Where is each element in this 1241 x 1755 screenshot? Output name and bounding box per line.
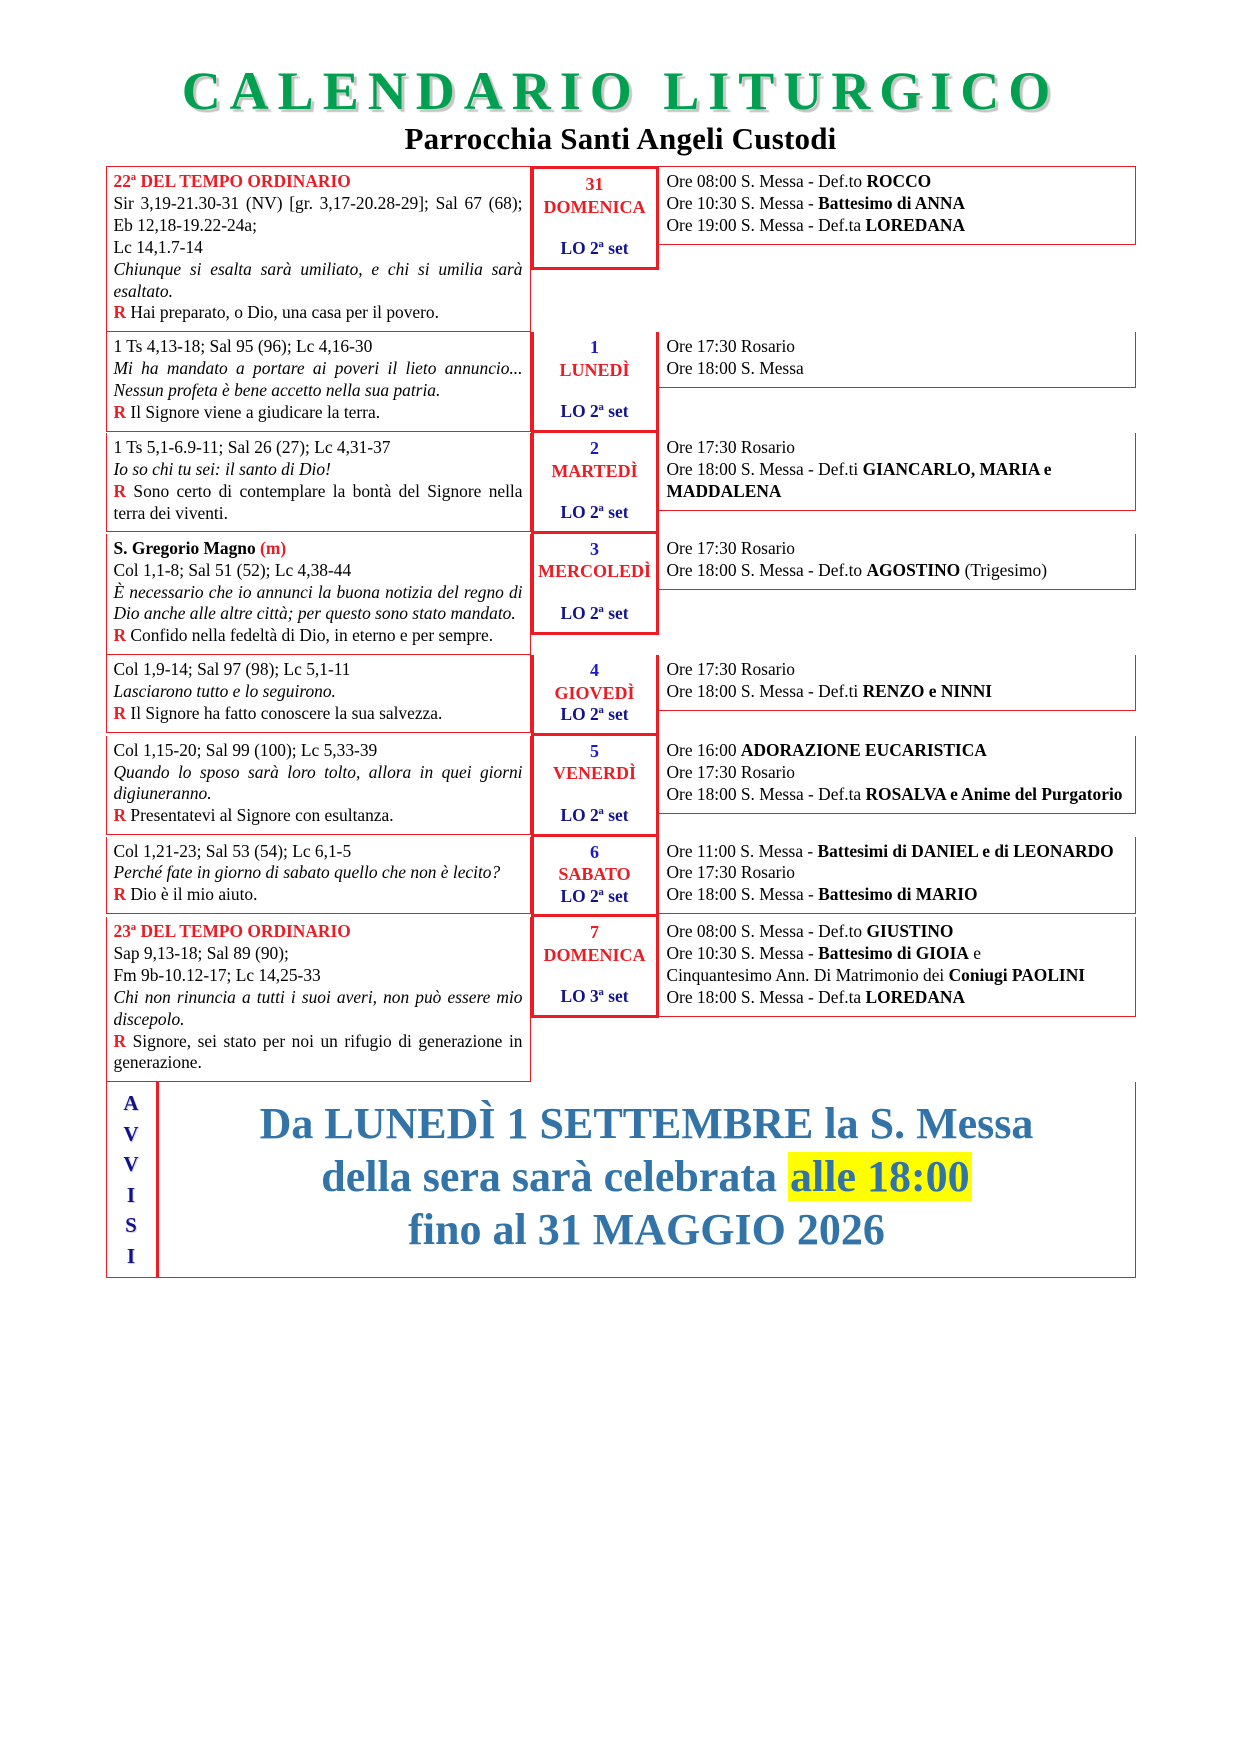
event-highlight-name: GIUSTINO (866, 921, 954, 942)
event-entry: Ore 19:00 S. Messa - Def.ta LOREDANA (666, 215, 966, 236)
avvisi-banner (106, 1082, 1136, 1278)
event-entry: Ore 10:30 S. Messa - Battesimo di ANNA (666, 193, 966, 214)
event-highlight-name: LOREDANA (865, 215, 966, 236)
calendar-row (106, 917, 1136, 1082)
calendar-row (106, 736, 1136, 837)
events-cell (659, 736, 1136, 837)
calendar-row (106, 837, 1136, 918)
liturgy-of-hours-week: LO 3ª set (560, 986, 629, 1007)
day-number: 6 (590, 841, 599, 862)
liturgy-of-hours-week: LO 2ª set (560, 401, 629, 422)
events-content (659, 534, 1136, 590)
readings-content (106, 736, 531, 835)
event-entry: Ore 17:30 Rosario (666, 437, 795, 458)
event-entry: Ore 17:30 Rosario (666, 537, 795, 558)
event-highlight-name: Battesimi di DANIEL e di LEONARDO (817, 840, 1114, 861)
avvisi-letter: I (126, 1243, 136, 1268)
avvisi-label (107, 1082, 159, 1277)
scripture-reference: Fm 9b-10.12-17; Lc 14,25-33 (113, 964, 321, 985)
event-entry: Ore 17:30 Rosario (666, 761, 795, 782)
readings-content (106, 166, 531, 332)
readings-cell (106, 917, 531, 1082)
event-highlight-name: Battesimo di GIOIA (818, 943, 969, 964)
events-cell (659, 433, 1136, 534)
avvisi-letter: V (123, 1121, 139, 1146)
calendar-row (106, 166, 1136, 332)
scripture-reference: 1 Ts 4,13-18; Sal 95 (96); Lc 4,16-30 (113, 336, 373, 357)
day-number: 4 (590, 660, 599, 681)
liturgy-of-hours-week: LO 2ª set (560, 238, 629, 259)
readings-cell (106, 534, 531, 655)
day-name: MERCOLEDÌ (537, 561, 651, 582)
events-cell (659, 166, 1136, 332)
date-content (531, 433, 659, 534)
day-name: DOMENICA (543, 196, 646, 217)
event-highlight-name: ROSALVA e Anime del Purgatorio (865, 783, 1123, 804)
event-entry: Ore 11:00 S. Messa - Battesimi di DANIEL e di LEONARDO (666, 840, 1114, 861)
response-marker: R (113, 302, 127, 323)
date-cell (531, 736, 659, 837)
day-name: GIOVEDÌ (554, 682, 635, 703)
psalm-response: R Il Signore ha fatto conoscere la sua salvezza. (113, 702, 443, 723)
event-entry: Ore 08:00 S. Messa - Def.to GIUSTINO (666, 921, 954, 942)
liturgy-of-hours-week: LO 2ª set (560, 704, 629, 725)
response-marker: R (113, 625, 127, 646)
day-number: 31 (585, 174, 604, 195)
day-name: DOMENICA (543, 944, 646, 965)
psalm-response: R Presentatevi al Signore con esultanza. (113, 805, 394, 826)
event-entry: Ore 18:00 S. Messa - Def.ti RENZO e NINNI (666, 680, 993, 701)
event-entry: Ore 18:00 S. Messa - Battesimo di MARIO (666, 884, 978, 905)
date-cell (531, 655, 659, 736)
scripture-reference: Col 1,9-14; Sal 97 (98); Lc 5,1-11 (113, 659, 351, 680)
event-highlight-name: AGOSTINO (866, 559, 961, 580)
date-content (531, 736, 659, 837)
readings-content (106, 655, 531, 733)
response-marker: R (113, 805, 127, 826)
date-cell (531, 917, 659, 1082)
psalm-response: R Sono certo di contemplare la bontà del Signore nella terra dei viventi. (113, 480, 523, 523)
event-entry: Ore 18:00 S. Messa - Def.ti GIANCARLO, MARIA e MADDALENA (666, 458, 1052, 501)
avvisi-line-2-text: della sera sarà celebrata (321, 1152, 789, 1202)
response-marker: R (113, 1030, 127, 1051)
date-cell (531, 332, 659, 433)
event-entry: Ore 18:00 S. Messa - Def.ta ROSALVA e Anime del Purgatorio (666, 783, 1123, 804)
events-cell (659, 917, 1136, 1082)
avvisi-line-1: Da LUNEDÌ 1 SETTEMBRE la S. Messa (259, 1099, 1034, 1149)
event-highlight-name: ROCCO (866, 171, 932, 192)
gospel-antiphon: Perché fate in giorno di sabato quello che non è lecito? (113, 862, 501, 883)
avvisi-letter: S (125, 1213, 137, 1238)
psalm-response: R Signore, sei stato per noi un rifugio di generazione in generazione. (113, 1030, 523, 1073)
events-content (659, 917, 1136, 1017)
liturgical-rank: (m) (255, 537, 287, 558)
psalm-response: R Hai preparato, o Dio, una casa per il povero. (113, 302, 439, 323)
response-marker: R (113, 884, 127, 905)
saint-name: S. Gregorio Magno (m) (113, 537, 287, 558)
avvisi-letter: I (126, 1182, 136, 1207)
readings-cell (106, 655, 531, 736)
date-cell (531, 534, 659, 655)
calendar-row (106, 655, 1136, 736)
readings-content (106, 433, 531, 532)
event-highlight-name: GIANCARLO, MARIA e MADDALENA (666, 458, 1052, 501)
gospel-antiphon: Mi ha mandato a portare ai poveri il lieto annuncio... Nessun profeta è bene accetto nella sua patria. (113, 358, 523, 400)
date-content (531, 917, 659, 1018)
liturgy-of-hours-week: LO 2ª set (560, 502, 629, 523)
gospel-antiphon: Lasciarono tutto e lo seguirono. (113, 680, 336, 701)
calendar-row (106, 433, 1136, 534)
avvisi-letter: V (123, 1152, 139, 1177)
date-content (531, 166, 659, 270)
avvisi-highlight-time: alle 18:00 (790, 1152, 970, 1202)
date-content (531, 655, 659, 736)
events-cell (659, 655, 1136, 736)
events-cell (659, 332, 1136, 433)
event-highlight-name: Battesimo di ANNA (818, 193, 966, 214)
gospel-antiphon: È necessario che io annunci la buona notizia del regno di Dio anche alle altre città; per questo sono stato mandato. (113, 581, 523, 624)
scripture-reference: Col 1,15-20; Sal 99 (100); Lc 5,33-39 (113, 739, 378, 760)
response-marker: R (113, 401, 127, 422)
readings-cell (106, 736, 531, 837)
readings-content (106, 917, 531, 1082)
page-title: CALENDARIO LITURGICO (181, 61, 1060, 121)
sunday-title: 23ª DEL TEMPO ORDINARIO (113, 921, 351, 942)
scripture-reference: Sir 3,19-21.30-31 (NV) [gr. 3,17-20.28-29]; Sal 67 (68); Eb 12,18-19.22-24a; (113, 193, 523, 236)
day-number: 5 (590, 740, 599, 761)
gospel-antiphon: Io so chi tu sei: il santo di Dio! (113, 458, 331, 479)
avvisi-line-3: fino al 31 MAGGIO 2026 (408, 1205, 885, 1255)
date-cell (531, 837, 659, 918)
scripture-reference: Col 1,21-23; Sal 53 (54); Lc 6,1-5 (113, 840, 352, 861)
scripture-reference: Lc 14,1.7-14 (113, 236, 203, 257)
response-marker: R (113, 702, 127, 723)
events-content (659, 837, 1136, 915)
event-highlight-name: Battesimo di MARIO (818, 884, 978, 905)
event-highlight-name: ADORAZIONE EUCARISTICA (740, 739, 987, 760)
scripture-reference: 1 Ts 5,1-6.9-11; Sal 26 (27); Lc 4,31-37 (113, 437, 391, 458)
psalm-response: R Dio è il mio aiuto. (113, 884, 258, 905)
event-entry: Ore 08:00 S. Messa - Def.to ROCCO (666, 171, 932, 192)
liturgy-of-hours-week: LO 2ª set (560, 602, 629, 623)
day-number: 7 (590, 922, 599, 943)
calendar-row (106, 534, 1136, 655)
calendar-body (106, 166, 1136, 1082)
day-number: 3 (590, 538, 599, 559)
date-cell (531, 166, 659, 332)
event-entry: Ore 10:30 S. Messa - Battesimo di GIOIA e (666, 943, 981, 964)
date-content (531, 837, 659, 918)
event-entry: Ore 17:30 Rosario (666, 659, 795, 680)
scripture-reference: Sap 9,13-18; Sal 89 (90); (113, 943, 289, 964)
events-cell (659, 534, 1136, 655)
readings-cell (106, 433, 531, 534)
event-entry: Ore 18:00 S. Messa - Def.to AGOSTINO (Trigesimo) (666, 559, 1048, 580)
date-content (531, 534, 659, 635)
day-name: MARTEDÌ (551, 460, 638, 481)
events-content (659, 655, 1136, 711)
day-name: VENERDÌ (552, 763, 636, 784)
date-content (531, 332, 659, 433)
gospel-antiphon: Quando lo sposo sarà loro tolto, allora in quei giorni digiuneranno. (113, 761, 523, 804)
event-entry: Cinquantesimo Ann. Di Matrimonio dei Coniugi PAOLINI (666, 965, 1086, 986)
readings-content (106, 332, 531, 431)
day-name: SABATO (558, 864, 631, 885)
readings-cell (106, 166, 531, 332)
readings-content (106, 837, 531, 915)
event-entry: Ore 17:30 Rosario (666, 336, 795, 357)
event-entry: Ore 18:00 S. Messa (666, 358, 804, 379)
day-name: LUNEDÌ (559, 359, 630, 380)
avvisi-body (159, 1082, 1135, 1277)
event-entry: Ore 17:30 Rosario (666, 862, 795, 883)
psalm-response: R Confido nella fedeltà di Dio, in eterno e per sempre. (113, 625, 494, 646)
liturgy-of-hours-week: LO 2ª set (560, 804, 629, 825)
event-highlight-name: LOREDANA (865, 987, 966, 1008)
event-highlight-name: RENZO e NINNI (862, 680, 993, 701)
day-number: 1 (590, 337, 599, 358)
response-marker: R (113, 480, 127, 501)
avvisi-letter: A (123, 1091, 139, 1116)
readings-content (106, 534, 531, 655)
event-entry: Ore 16:00 ADORAZIONE EUCARISTICA (666, 739, 987, 760)
readings-cell (106, 837, 531, 918)
events-content (659, 166, 1136, 245)
events-content (659, 433, 1136, 511)
sunday-title: 22ª DEL TEMPO ORDINARIO (113, 171, 351, 192)
gospel-antiphon: Chiunque si esalta sarà umiliato, e chi si umilia sarà esaltato. (113, 258, 523, 301)
parish-subtitle: Parrocchia Santi Angeli Custodi (404, 121, 837, 157)
gospel-antiphon: Chi non rinuncia a tutti i suoi averi, non può essere mio discepolo. (113, 986, 523, 1029)
event-entry: Ore 18:00 S. Messa - Def.ta LOREDANA (666, 987, 966, 1008)
calendar-table (106, 166, 1136, 1082)
day-number: 2 (590, 438, 599, 459)
date-cell (531, 433, 659, 534)
avvisi-line-2 (321, 1151, 971, 1204)
psalm-response: R Il Signore viene a giudicare la terra. (113, 401, 381, 422)
events-cell (659, 837, 1136, 918)
events-content (659, 736, 1136, 814)
liturgy-of-hours-week: LO 2ª set (560, 885, 629, 906)
calendar-row (106, 332, 1136, 433)
readings-cell (106, 332, 531, 433)
events-content (659, 332, 1136, 388)
event-highlight-name: Coniugi PAOLINI (948, 965, 1086, 986)
scripture-reference: Col 1,1-8; Sal 51 (52); Lc 4,38-44 (113, 559, 352, 580)
